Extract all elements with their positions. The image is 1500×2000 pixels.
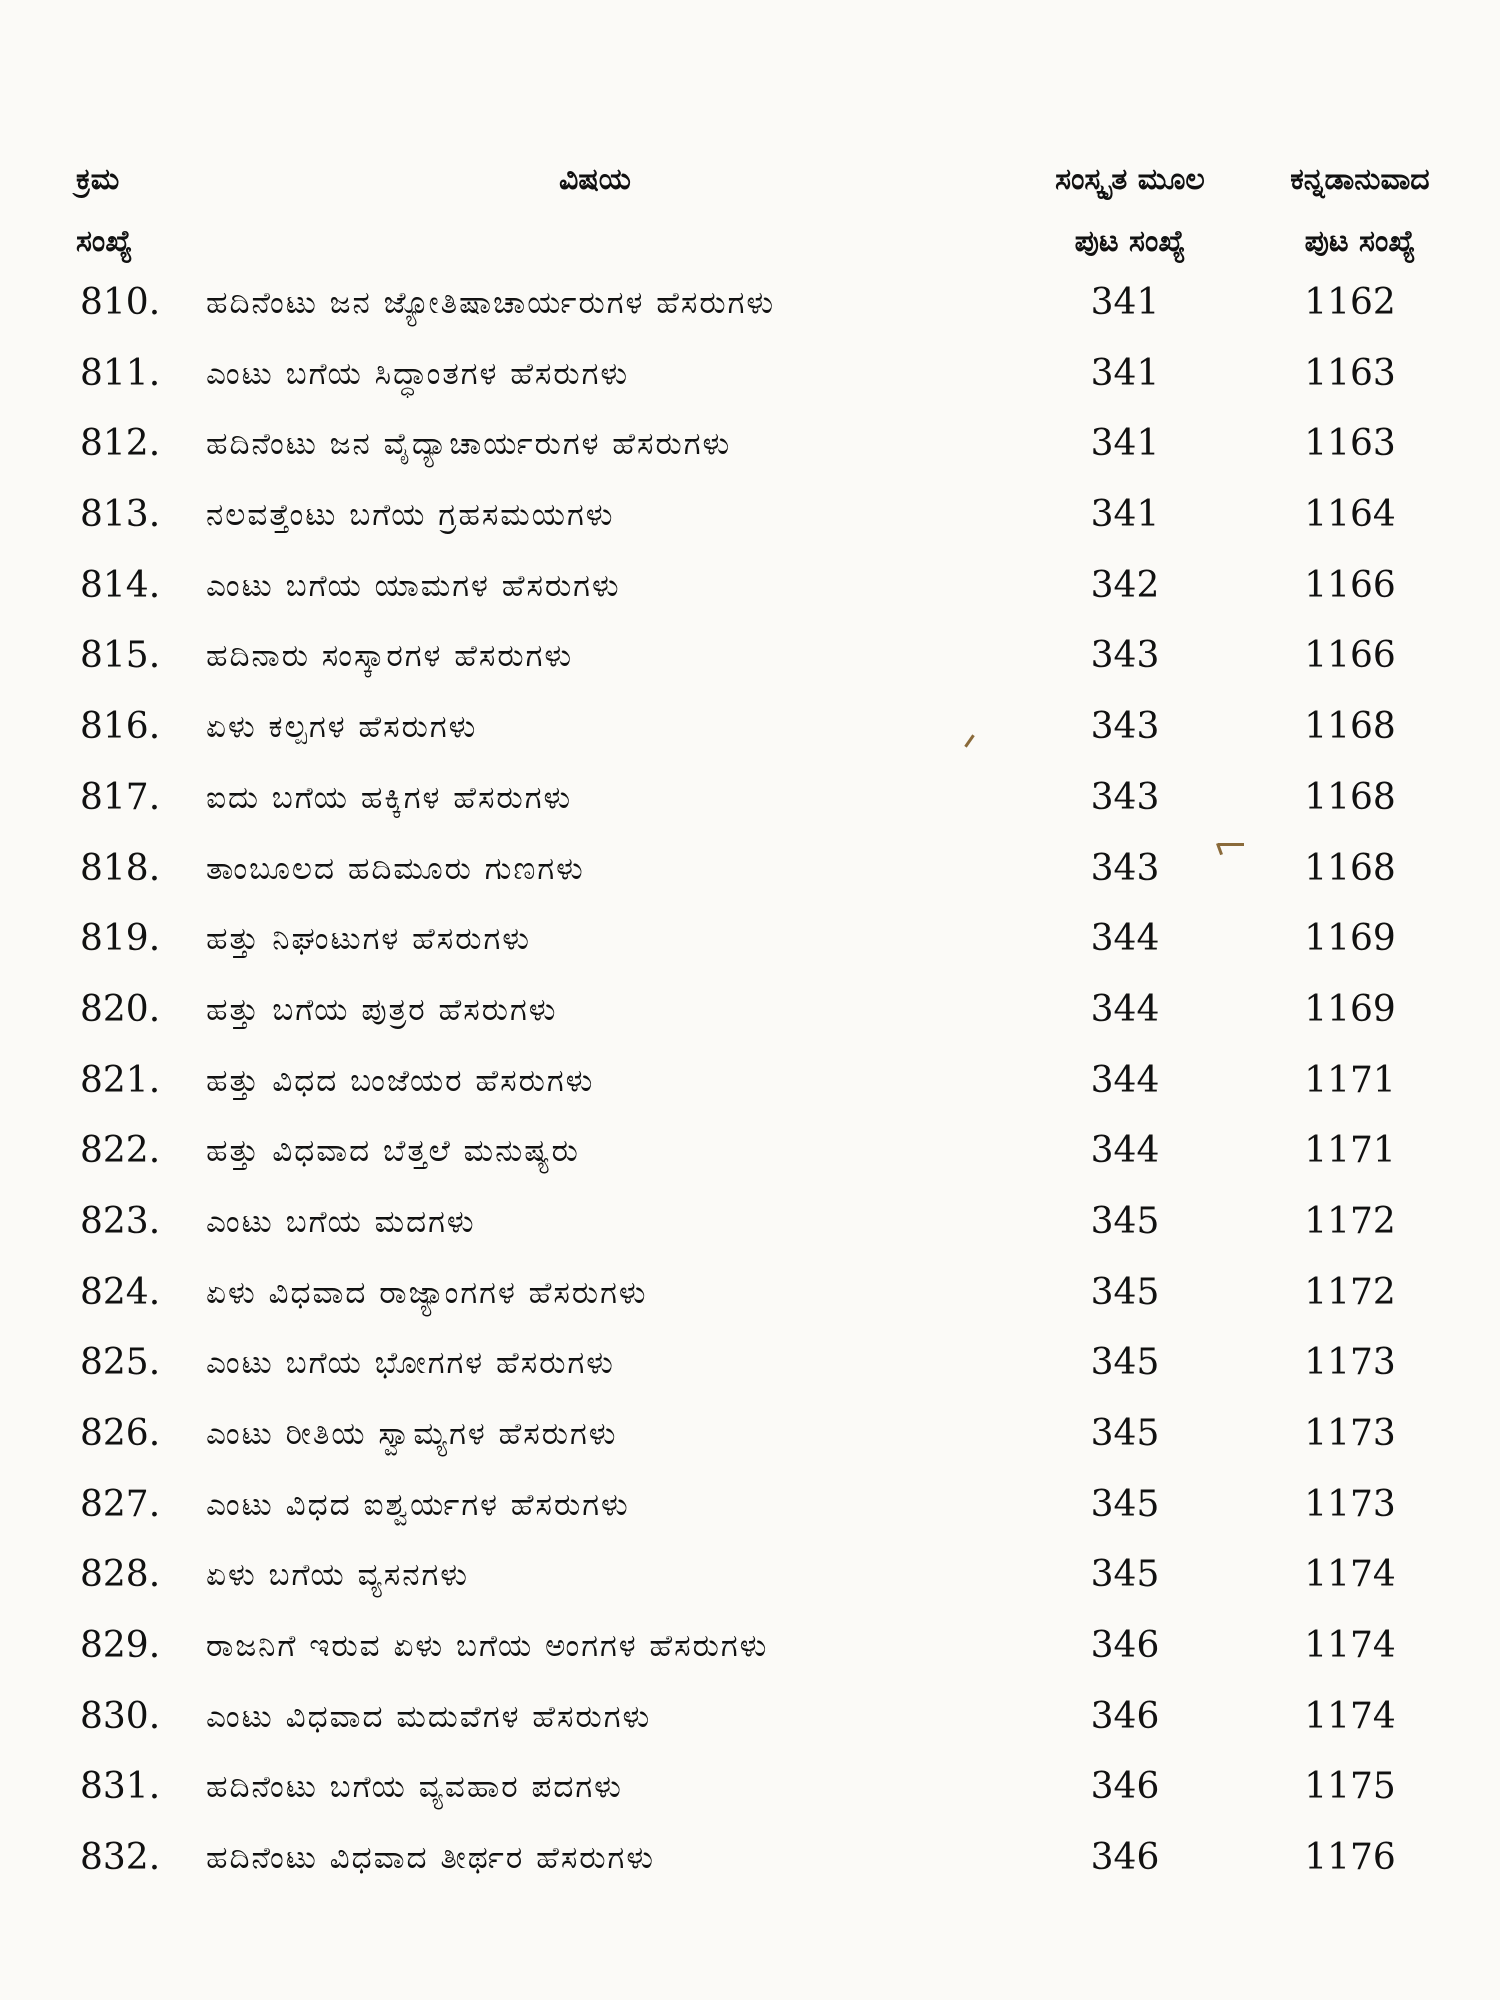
kannada-page-number: 1174	[1304, 1625, 1396, 1667]
sanskrit-page-number: 343	[1090, 706, 1160, 748]
kannada-page-number: 1166	[1304, 564, 1396, 606]
kannada-page-number: 1169	[1304, 988, 1396, 1030]
table-row	[0, 1399, 1500, 1470]
subject-text: ತಾಂಬೂಲದ ಹದಿಮೂರು ಗುಣಗಳು	[206, 850, 585, 887]
serial-number: 824.	[80, 1271, 161, 1313]
kannada-page-number: 1162	[1304, 282, 1396, 323]
sanskrit-page-number: 344	[1090, 918, 1160, 960]
sanskrit-page-number: 345	[1090, 1413, 1160, 1454]
sanskrit-page-number: 343	[1090, 776, 1160, 818]
sanskrit-page-number: 345	[1090, 1271, 1160, 1313]
serial-number: 823.	[80, 1200, 161, 1242]
kannada-page-number: 1171	[1304, 1059, 1396, 1101]
table-row	[0, 1682, 1500, 1753]
table-row	[0, 1540, 1500, 1611]
serial-number: 816.	[80, 706, 161, 748]
table-row	[0, 1611, 1500, 1682]
table-row	[0, 834, 1500, 905]
header-sanskrit-line1: ಸಂಸ್ಕೃತ ಮೂಲ	[1055, 162, 1205, 197]
header-kannada-line2: ಪುಟ ಸಂಖ್ಯೆ	[1304, 224, 1416, 259]
kannada-page-number: 1164	[1304, 494, 1396, 536]
kannada-page-number: 1169	[1304, 918, 1396, 960]
table-row	[0, 975, 1500, 1046]
subject-text: ಎಂಟು ಬಗೆಯ ಭೋಗಗಳ ಹೆಸರುಗಳು	[206, 1345, 615, 1382]
serial-number: 830.	[80, 1695, 161, 1737]
serial-number: 819.	[80, 918, 161, 960]
table-row	[0, 763, 1500, 834]
table-row	[0, 480, 1500, 551]
subject-text: ಐದು ಬಗೆಯ ಹಕ್ಕಿಗಳ ಹೆಸರುಗಳು	[206, 779, 573, 816]
table-row	[0, 1470, 1500, 1541]
sanskrit-page-number: 344	[1090, 988, 1160, 1030]
serial-number: 812.	[80, 423, 161, 465]
kannada-page-number: 1171	[1304, 1130, 1396, 1172]
serial-number: 832.	[80, 1837, 161, 1879]
kannada-page-number: 1173	[1304, 1483, 1396, 1525]
serial-number: 813.	[80, 494, 161, 536]
serial-number: 822.	[80, 1130, 161, 1172]
sanskrit-page-number: 341	[1090, 352, 1160, 394]
table-row	[0, 692, 1500, 763]
sanskrit-page-number: 341	[1090, 423, 1160, 465]
kannada-page-number: 1168	[1304, 706, 1396, 748]
serial-number: 814.	[80, 564, 161, 606]
sanskrit-page-number: 344	[1090, 1059, 1160, 1101]
pen-corner-mark	[1218, 843, 1244, 846]
subject-text: ಎಂಟು ಬಗೆಯ ಸಿದ್ಧಾಂತಗಳ ಹೆಸರುಗಳು	[206, 355, 630, 392]
sanskrit-page-number: 345	[1090, 1342, 1160, 1384]
table-row	[0, 1823, 1500, 1894]
table-row	[0, 1328, 1500, 1399]
table-body	[0, 268, 1500, 1894]
kannada-page-number: 1168	[1304, 776, 1396, 818]
subject-text: ಹದಿನೆಂಟು ಜನ ವೈದ್ಯಾಚಾರ್ಯರುಗಳ ಹೆಸರುಗಳು	[206, 426, 732, 463]
kannada-page-number: 1168	[1304, 847, 1396, 889]
kannada-page-number: 1163	[1304, 352, 1396, 394]
header-serial-line2: ಸಂಖ್ಯೆ	[76, 224, 133, 259]
sanskrit-page-number: 346	[1090, 1766, 1160, 1808]
serial-number: 820.	[80, 988, 161, 1030]
serial-number: 811.	[80, 352, 161, 394]
subject-text: ಹದಿನಾರು ಸಂಸ್ಕಾರಗಳ ಹೆಸರುಗಳು	[206, 638, 574, 675]
subject-text: ಎಂಟು ವಿಧವಾದ ಮದುವೆಗಳ ಹೆಸರುಗಳು	[206, 1698, 652, 1735]
table-row	[0, 1187, 1500, 1258]
header-subject: ವಿಷಯ	[559, 162, 631, 197]
subject-text: ಹದಿನೆಂಟು ಬಗೆಯ ವ್ಯವಹಾರ ಪದಗಳು	[206, 1769, 623, 1806]
kannada-page-number: 1163	[1304, 423, 1396, 465]
header-serial-line1: ಕ್ರಮ	[76, 162, 120, 197]
subject-text: ಎಂಟು ರೀತಿಯ ಸ್ವಾಮ್ಯಗಳ ಹೆಸರುಗಳು	[206, 1416, 618, 1452]
kannada-page-number: 1174	[1304, 1554, 1396, 1596]
table-row	[0, 1752, 1500, 1823]
serial-number: 821.	[80, 1059, 161, 1101]
sanskrit-page-number: 345	[1090, 1483, 1160, 1525]
table-header	[0, 148, 1500, 268]
serial-number: 815.	[80, 635, 161, 677]
kannada-page-number: 1173	[1304, 1342, 1396, 1384]
serial-number: 829.	[80, 1625, 161, 1667]
sanskrit-page-number: 341	[1090, 494, 1160, 536]
kannada-page-number: 1173	[1304, 1413, 1396, 1454]
sanskrit-page-number: 346	[1090, 1837, 1160, 1879]
sanskrit-page-number: 346	[1090, 1695, 1160, 1737]
kannada-page-number: 1166	[1304, 635, 1396, 677]
sanskrit-page-number: 343	[1090, 847, 1160, 889]
table-row	[0, 904, 1500, 975]
table-row	[0, 268, 1500, 339]
sanskrit-page-number: 345	[1090, 1554, 1160, 1596]
serial-number: 810.	[80, 282, 161, 323]
subject-text: ಹತ್ತು ವಿಧವಾದ ಬೆತ್ತಲೆ ಮನುಷ್ಯರು	[206, 1133, 580, 1170]
header-sanskrit-line2: ಪುಟ ಸಂಖ್ಯೆ	[1074, 224, 1186, 259]
subject-text: ಹದಿನೆಂಟು ಜನ ಜ್ಯೋತಿಷಾಚಾರ್ಯರುಗಳ ಹೆಸರುಗಳು	[206, 285, 776, 321]
serial-number: 818.	[80, 847, 161, 889]
subject-text: ನಲವತ್ತೆಂಟು ಬಗೆಯ ಗ್ರಹಸಮಯಗಳು	[206, 497, 615, 534]
subject-text: ಎಂಟು ಬಗೆಯ ಯಾಮಗಳ ಹೆಸರುಗಳು	[206, 567, 621, 604]
subject-text: ಹತ್ತು ಬಗೆಯ ಪುತ್ರರ ಹೆಸರುಗಳು	[206, 991, 558, 1028]
kannada-page-number: 1174	[1304, 1695, 1396, 1737]
kannada-page-number: 1175	[1304, 1766, 1396, 1808]
serial-number: 825.	[80, 1342, 161, 1384]
table-row	[0, 339, 1500, 410]
table-row	[0, 1046, 1500, 1117]
subject-text: ಎಂಟು ಬಗೆಯ ಮದಗಳು	[206, 1203, 476, 1240]
subject-text: ಹತ್ತು ವಿಧದ ಬಂಜೆಯರ ಹೆಸರುಗಳು	[206, 1062, 595, 1099]
sanskrit-page-number: 341	[1090, 282, 1160, 323]
serial-number: 828.	[80, 1554, 161, 1596]
serial-number: 817.	[80, 776, 161, 818]
subject-text: ಏಳು ಬಗೆಯ ವ್ಯಸನಗಳು	[206, 1557, 469, 1594]
table-row	[0, 409, 1500, 480]
subject-text: ಏಳು ವಿಧವಾದ ರಾಜ್ಯಾಂಗಗಳ ಹೆಸರುಗಳು	[206, 1274, 648, 1311]
table-row	[0, 1258, 1500, 1329]
kannada-page-number: 1172	[1304, 1200, 1396, 1242]
subject-text: ಹತ್ತು ನಿಘಂಟುಗಳ ಹೆಸರುಗಳು	[206, 921, 531, 958]
sanskrit-page-number: 343	[1090, 635, 1160, 677]
kannada-page-number: 1176	[1304, 1837, 1396, 1879]
serial-number: 827.	[80, 1483, 161, 1525]
table-row	[0, 1116, 1500, 1187]
subject-text: ರಾಜನಿಗೆ ಇರುವ ಏಳು ಬಗೆಯ ಅಂಗಗಳ ಹೆಸರುಗಳು	[206, 1628, 769, 1665]
sanskrit-page-number: 344	[1090, 1130, 1160, 1172]
sanskrit-page-number: 342	[1090, 564, 1160, 606]
table-row	[0, 621, 1500, 692]
serial-number: 826.	[80, 1413, 161, 1454]
serial-number: 831.	[80, 1766, 161, 1808]
subject-text: ಎಂಟು ವಿಧದ ಐಶ್ವರ್ಯಗಳ ಹೆಸರುಗಳು	[206, 1486, 630, 1523]
subject-text: ಏಳು ಕಲ್ಪಗಳ ಹೆಸರುಗಳು	[206, 709, 478, 746]
kannada-page-number: 1172	[1304, 1271, 1396, 1313]
sanskrit-page-number: 346	[1090, 1625, 1160, 1667]
table-row	[0, 551, 1500, 622]
sanskrit-page-number: 345	[1090, 1200, 1160, 1242]
subject-text: ಹದಿನೆಂಟು ವಿಧವಾದ ತೀರ್ಥರ ಹೆಸರುಗಳು	[206, 1840, 656, 1877]
header-kannada-line1: ಕನ್ನಡಾನುವಾದ	[1290, 162, 1430, 197]
